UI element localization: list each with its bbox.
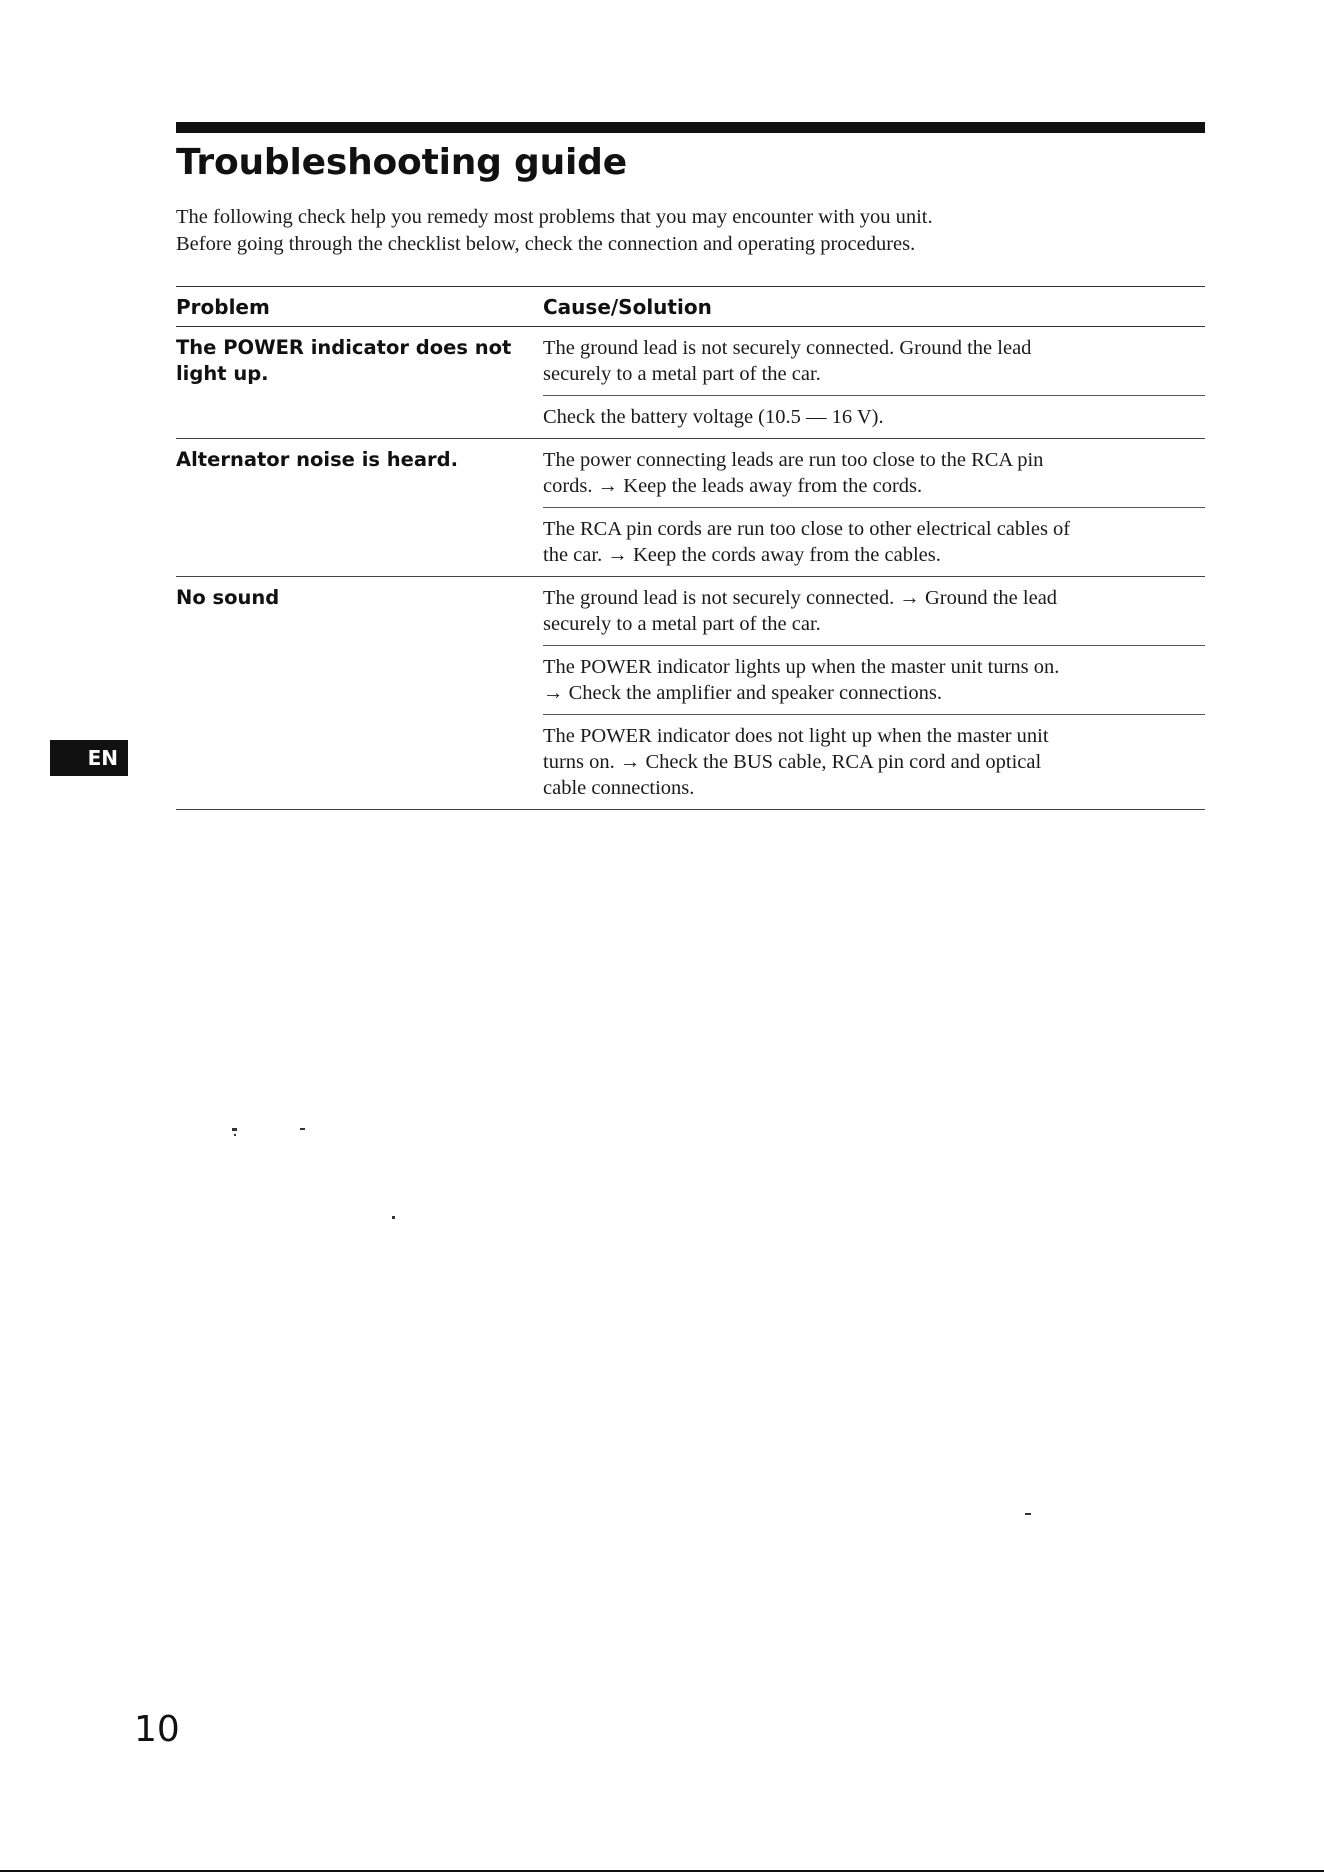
solution-line: Check the battery voltage (10.5 — 16 V). [543, 406, 884, 428]
solution-line: The POWER indicator lights up when the master unit turns on. [543, 656, 1060, 678]
title-top-rule [176, 122, 1205, 133]
solution-list [543, 577, 1205, 809]
problem-cell: The POWER indicator does not light up. [176, 336, 512, 385]
language-badge: EN [50, 740, 128, 776]
problem-cell: Alternator noise is heard. [176, 448, 459, 471]
solution-cell [543, 507, 1205, 576]
solution-line: The ground lead is not securely connected. → Ground the lead [543, 587, 1058, 609]
problem-column-header: Problem [176, 294, 270, 319]
solution-line: → Check the amplifier and speaker connections. [543, 682, 943, 704]
page-title: Troubleshooting guide [176, 142, 627, 183]
solution-line: securely to a metal part of the car. [543, 613, 821, 635]
solution-line: The POWER indicator does not light up when the master unit [543, 725, 1049, 747]
solution-line: The power connecting leads are run too close to the RCA pin [543, 449, 1044, 471]
scan-speck [232, 1128, 237, 1131]
table-row [176, 577, 1205, 810]
solution-line: securely to a metal part of the car. [543, 363, 821, 385]
solution-line: turns on. → Check the BUS cable, RCA pin cord and optical [543, 751, 1042, 773]
solution-list [543, 327, 1205, 438]
scan-speck [392, 1216, 395, 1219]
solution-cell [543, 327, 1205, 395]
scan-speck [234, 1134, 236, 1136]
intro-paragraph [176, 204, 1216, 258]
intro-line: The following check help you remedy most problems that you may encounter with you unit. [176, 206, 933, 228]
solution-cell [543, 645, 1205, 714]
solution-list [543, 439, 1205, 576]
problem-cell: No sound [176, 586, 280, 609]
intro-line: Before going through the checklist below, check the connection and operating procedures. [176, 233, 916, 255]
solution-cell [543, 714, 1205, 809]
solution-line: cable connections. [543, 777, 695, 799]
solution-column-header: Cause/Solution [543, 294, 712, 319]
table-row [176, 439, 1205, 577]
solution-line: The RCA pin cords are run too close to other electrical cables of [543, 518, 1071, 540]
page-number: 10 [134, 1709, 180, 1750]
scan-speck [300, 1128, 305, 1130]
solution-line: The ground lead is not securely connected. Ground the lead [543, 337, 1032, 359]
scan-speck [1025, 1513, 1031, 1515]
solution-line: cords. → Keep the leads away from the cords. [543, 475, 923, 497]
solution-cell [543, 395, 1205, 438]
troubleshooting-table [176, 286, 1205, 810]
solution-cell [543, 439, 1205, 507]
table-row [176, 327, 1205, 439]
table-header-row [176, 286, 1205, 327]
solution-cell [543, 577, 1205, 645]
solution-line: the car. → Keep the cords away from the cables. [543, 544, 941, 566]
